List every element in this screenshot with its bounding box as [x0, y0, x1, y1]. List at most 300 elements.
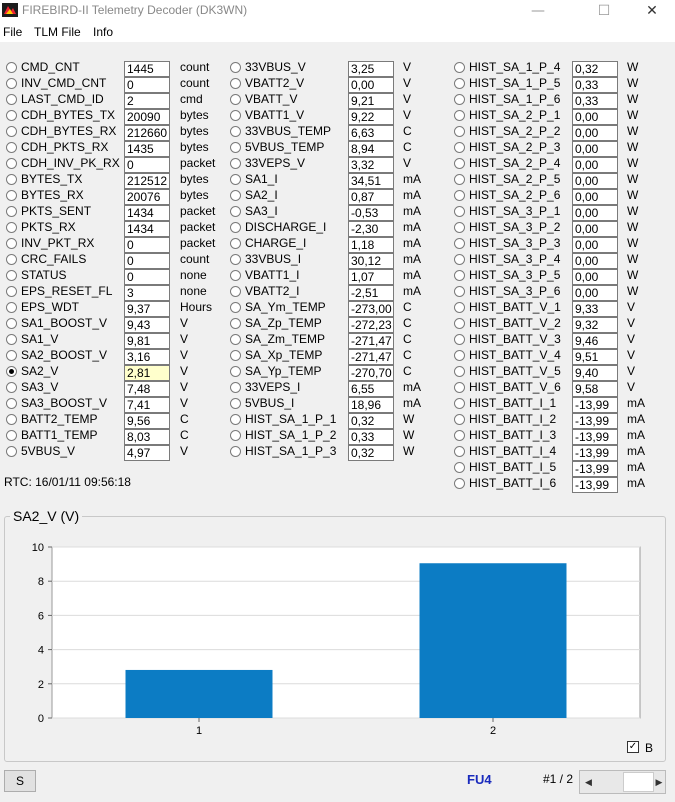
unit-bytes-tx: bytes — [180, 172, 209, 186]
radio-5vbus-i[interactable] — [230, 398, 241, 409]
radio-sa2-v[interactable] — [6, 366, 17, 377]
value-hist-batt-v-5: 9,40 — [572, 365, 618, 381]
app-icon — [2, 3, 18, 17]
radio-eps-reset-fl[interactable] — [6, 286, 17, 297]
radio-eps-wdt[interactable] — [6, 302, 17, 313]
label-hist-sa-1-p-2: HIST_SA_1_P_2 — [245, 428, 337, 442]
scroll-right-arrow-icon[interactable]: ▶ — [655, 777, 663, 787]
label-33vbus-v: 33VBUS_V — [245, 60, 306, 74]
radio-hist-sa-2-p-3[interactable] — [454, 142, 465, 153]
unit-eps-reset-fl: none — [180, 284, 207, 298]
radio-5vbus-v[interactable] — [6, 446, 17, 457]
label-eps-reset-fl: EPS_RESET_FL — [21, 284, 113, 298]
label-eps-wdt: EPS_WDT — [21, 300, 80, 314]
value-33vbus-i: 30,12 — [348, 253, 394, 269]
unit-cdh-bytes-rx: bytes — [180, 124, 209, 138]
value-sa-zp-temp: -272,23 — [348, 317, 394, 333]
label-sa2-boost-v: SA2_BOOST_V — [21, 348, 108, 362]
label-batt2-temp: BATT2_TEMP — [21, 412, 98, 426]
label-sa-zp-temp: SA_Zp_TEMP — [245, 316, 322, 330]
fu4-label: FU4 — [467, 772, 492, 787]
value-5vbus-i: 18,96 — [348, 397, 394, 413]
value-sa2-i: 0,87 — [348, 189, 394, 205]
radio-hist-sa-3-p-2[interactable] — [454, 222, 465, 233]
s-button[interactable]: S — [4, 770, 36, 792]
unit-sa2-boost-v: V — [180, 348, 189, 362]
unit-cmd-cnt: count — [180, 60, 210, 74]
value-pkts-sent: 1434 — [124, 205, 170, 221]
value-hist-sa-3-p-1: 0,00 — [572, 205, 618, 221]
value-33veps-i: 6,55 — [348, 381, 394, 397]
radio-hist-batt-i-6[interactable] — [454, 478, 465, 489]
value-hist-sa-1-p-3: 0,32 — [348, 445, 394, 461]
value-cdh-pkts-rx: 1435 — [124, 141, 170, 157]
radio-hist-sa-2-p-6[interactable] — [454, 190, 465, 201]
radio-hist-sa-1-p-5[interactable] — [454, 78, 465, 89]
unit-vbatt1-i: mA — [403, 268, 421, 282]
unit-33veps-i: mA — [403, 380, 421, 394]
label-hist-sa-1-p-4: HIST_SA_1_P_4 — [469, 60, 561, 74]
label-5vbus-i: 5VBUS_I — [245, 396, 295, 410]
radio-hist-batt-v-3[interactable] — [454, 334, 465, 345]
label-hist-batt-i-2: HIST_BATT_I_2 — [469, 412, 557, 426]
radio-sa-ym-temp[interactable] — [230, 302, 241, 313]
radio-33vbus-v[interactable] — [230, 62, 241, 73]
unit-vbatt2-i: mA — [403, 284, 421, 298]
radio-sa-yp-temp[interactable] — [230, 366, 241, 377]
menu-info[interactable]: Info — [93, 25, 114, 39]
radio-status[interactable] — [6, 270, 17, 281]
radio-bytes-rx[interactable] — [6, 190, 17, 201]
label-hist-sa-3-p-5: HIST_SA_3_P_5 — [469, 268, 561, 282]
value-sa1-i: 34,51 — [348, 173, 394, 189]
unit-33vbus-v: V — [403, 60, 412, 74]
unit-33veps-v: V — [403, 156, 412, 170]
value-vbatt1-i: 1,07 — [348, 269, 394, 285]
radio-hist-sa-3-p-3[interactable] — [454, 238, 465, 249]
radio-charge-i[interactable] — [230, 238, 241, 249]
title-bar — [0, 0, 675, 22]
value-inv-cmd-cnt: 0 — [124, 77, 170, 93]
radio-hist-batt-i-1[interactable] — [454, 398, 465, 409]
radio-vbatt2-i[interactable] — [230, 286, 241, 297]
b-checkbox[interactable]: ✓ — [628, 741, 638, 752]
close-button[interactable]: ✕ — [646, 3, 658, 19]
label-hist-batt-i-5: HIST_BATT_I_5 — [469, 460, 557, 474]
value-discharge-i: -2,30 — [348, 221, 394, 237]
radio-hist-batt-i-3[interactable] — [454, 430, 465, 441]
unit-hist-sa-1-p-5: W — [627, 76, 639, 90]
value-cdh-inv-pk-rx: 0 — [124, 157, 170, 173]
label-hist-batt-v-2: HIST_BATT_V_2 — [469, 316, 561, 330]
radio-sa1-i[interactable] — [230, 174, 241, 185]
radio-hist-batt-v-1[interactable] — [454, 302, 465, 313]
unit-cdh-inv-pk-rx: packet — [180, 156, 216, 170]
radio-sa1-v[interactable] — [6, 334, 17, 345]
label-cdh-inv-pk-rx: CDH_INV_PK_RX — [21, 156, 120, 170]
radio-5vbus-temp[interactable] — [230, 142, 241, 153]
value-bytes-tx: 212512 — [124, 173, 170, 189]
value-sa-yp-temp: -270,70 — [348, 365, 394, 381]
value-hist-sa-3-p-6: 0,00 — [572, 285, 618, 301]
unit-sa-zm-temp: C — [403, 332, 412, 346]
label-vbatt2-v: VBATT2_V — [245, 76, 305, 90]
label-hist-batt-i-6: HIST_BATT_I_6 — [469, 476, 557, 490]
label-hist-sa-2-p-5: HIST_SA_2_P_5 — [469, 172, 561, 186]
value-hist-sa-2-p-1: 0,00 — [572, 109, 618, 125]
label-hist-batt-v-4: HIST_BATT_V_4 — [469, 348, 561, 362]
radio-hist-batt-i-4[interactable] — [454, 446, 465, 457]
radio-hist-sa-1-p-2[interactable] — [230, 430, 241, 441]
unit-sa-ym-temp: C — [403, 300, 412, 314]
b-checkbox-label: B — [645, 741, 654, 755]
value-sa-ym-temp: -273,00 — [348, 301, 394, 317]
unit-batt2-temp: C — [180, 412, 189, 426]
unit-5vbus-i: mA — [403, 396, 421, 410]
radio-inv-pkt-rx[interactable] — [6, 238, 17, 249]
radio-batt2-temp[interactable] — [6, 414, 17, 425]
radio-hist-sa-2-p-5[interactable] — [454, 174, 465, 185]
radio-vbatt-v[interactable] — [230, 94, 241, 105]
bar — [126, 670, 273, 718]
radio-33veps-v[interactable] — [230, 158, 241, 169]
unit-sa3-i: mA — [403, 204, 421, 218]
label-cdh-bytes-tx: CDH_BYTES_TX — [21, 108, 116, 122]
label-5vbus-v: 5VBUS_V — [21, 444, 76, 458]
label-33veps-i: 33VEPS_I — [245, 380, 301, 394]
value-hist-batt-v-3: 9,46 — [572, 333, 618, 349]
value-hist-sa-1-p-2: 0,33 — [348, 429, 394, 445]
radio-cdh-bytes-tx[interactable] — [6, 110, 17, 121]
radio-hist-batt-i-2[interactable] — [454, 414, 465, 425]
unit-hist-batt-v-1: V — [627, 300, 636, 314]
unit-hist-batt-v-5: V — [627, 364, 636, 378]
radio-discharge-i[interactable] — [230, 222, 241, 233]
unit-hist-sa-2-p-2: W — [627, 124, 639, 138]
radio-sa1-boost-v[interactable] — [6, 318, 17, 329]
radio-sa3-boost-v[interactable] — [6, 398, 17, 409]
label-cdh-bytes-rx: CDH_BYTES_RX — [21, 124, 117, 138]
label-33veps-v: 33VEPS_V — [245, 156, 306, 170]
unit-sa3-boost-v: V — [180, 396, 189, 410]
radio-sa-zm-temp[interactable] — [230, 334, 241, 345]
radio-pkts-rx[interactable] — [6, 222, 17, 233]
value-hist-sa-3-p-3: 0,00 — [572, 237, 618, 253]
value-bytes-rx: 20076 — [124, 189, 170, 205]
label-sa3-i: SA3_I — [245, 204, 278, 218]
radio-hist-sa-2-p-1[interactable] — [454, 110, 465, 121]
unit-33vbus-i: mA — [403, 252, 421, 266]
label-hist-batt-i-3: HIST_BATT_I_3 — [469, 428, 557, 442]
value-hist-sa-1-p-6: 0,33 — [572, 93, 618, 109]
label-vbatt1-i: VBATT1_I — [245, 268, 300, 282]
unit-sa-zp-temp: C — [403, 316, 412, 330]
label-hist-batt-v-3: HIST_BATT_V_3 — [469, 332, 561, 346]
unit-cdh-pkts-rx: bytes — [180, 140, 209, 154]
label-batt1-temp: BATT1_TEMP — [21, 428, 98, 442]
value-33veps-v: 3,32 — [348, 157, 394, 173]
value-sa3-v: 7,48 — [124, 381, 170, 397]
value-hist-batt-i-4: -13,99 — [572, 445, 618, 461]
radio-hist-batt-v-2[interactable] — [454, 318, 465, 329]
label-hist-batt-v-6: HIST_BATT_V_6 — [469, 380, 561, 394]
radio-hist-sa-2-p-2[interactable] — [454, 126, 465, 137]
label-hist-sa-1-p-6: HIST_SA_1_P_6 — [469, 92, 561, 106]
unit-sa1-i: mA — [403, 172, 421, 186]
label-hist-batt-i-1: HIST_BATT_I_1 — [469, 396, 557, 410]
unit-sa1-boost-v: V — [180, 316, 189, 330]
menu-file[interactable]: File — [3, 25, 23, 39]
value-hist-batt-i-5: -13,99 — [572, 461, 618, 477]
value-hist-sa-2-p-3: 0,00 — [572, 141, 618, 157]
value-cdh-bytes-rx: 212660 — [124, 125, 170, 141]
value-33vbus-temp: 6,63 — [348, 125, 394, 141]
value-crc-fails: 0 — [124, 253, 170, 269]
label-hist-sa-2-p-6: HIST_SA_2_P_6 — [469, 188, 561, 202]
label-sa1-i: SA1_I — [245, 172, 278, 186]
radio-hist-sa-2-p-4[interactable] — [454, 158, 465, 169]
x-tick-label: 1 — [195, 725, 203, 737]
unit-sa3-v: V — [180, 380, 189, 394]
value-batt2-temp: 9,56 — [124, 413, 170, 429]
label-sa-yp-temp: SA_Yp_TEMP — [245, 364, 322, 378]
value-hist-sa-2-p-5: 0,00 — [572, 173, 618, 189]
unit-cdh-bytes-tx: bytes — [180, 108, 209, 122]
value-hist-batt-i-3: -13,99 — [572, 429, 618, 445]
label-hist-sa-3-p-1: HIST_SA_3_P_1 — [469, 204, 561, 218]
radio-hist-sa-1-p-3[interactable] — [230, 446, 241, 457]
value-vbatt-v: 9,21 — [348, 93, 394, 109]
unit-33vbus-temp: C — [403, 124, 412, 138]
value-hist-sa-1-p-5: 0,33 — [572, 77, 618, 93]
label-bytes-tx: BYTES_TX — [21, 172, 83, 186]
scroll-thumb[interactable] — [623, 772, 654, 792]
value-hist-sa-1-p-4: 0,32 — [572, 61, 618, 77]
value-hist-sa-3-p-4: 0,00 — [572, 253, 618, 269]
x-tick-label: 2 — [489, 725, 497, 737]
value-eps-wdt: 9,37 — [124, 301, 170, 317]
unit-vbatt1-v: V — [403, 108, 412, 122]
radio-hist-batt-v-5[interactable] — [454, 366, 465, 377]
label-cdh-pkts-rx: CDH_PKTS_RX — [21, 140, 109, 154]
radio-cmd-cnt[interactable] — [6, 62, 17, 73]
unit-hist-sa-3-p-6: W — [627, 284, 639, 298]
unit-sa2-v: V — [180, 364, 189, 378]
unit-hist-sa-3-p-4: W — [627, 252, 639, 266]
y-tick-label: 2 — [37, 678, 44, 691]
label-33vbus-temp: 33VBUS_TEMP — [245, 124, 332, 138]
unit-status: none — [180, 268, 207, 282]
radio-hist-batt-v-4[interactable] — [454, 350, 465, 361]
unit-charge-i: mA — [403, 236, 421, 250]
value-hist-sa-2-p-6: 0,00 — [572, 189, 618, 205]
radio-33vbus-temp[interactable] — [230, 126, 241, 137]
radio-hist-sa-3-p-5[interactable] — [454, 270, 465, 281]
unit-hist-batt-v-6: V — [627, 380, 636, 394]
radio-sa3-v[interactable] — [6, 382, 17, 393]
unit-hist-batt-i-6: mA — [627, 476, 645, 490]
value-last-cmd-id: 2 — [124, 93, 170, 109]
unit-last-cmd-id: cmd — [180, 92, 203, 106]
label-sa2-v: SA2_V — [21, 364, 59, 378]
label-vbatt2-i: VBATT2_I — [245, 284, 300, 298]
value-hist-sa-2-p-4: 0,00 — [572, 157, 618, 173]
unit-batt1-temp: C — [180, 428, 189, 442]
unit-5vbus-temp: C — [403, 140, 412, 154]
label-vbatt1-v: VBATT1_V — [245, 108, 305, 122]
value-pkts-rx: 1434 — [124, 221, 170, 237]
value-hist-batt-i-1: -13,99 — [572, 397, 618, 413]
radio-hist-sa-3-p-4[interactable] — [454, 254, 465, 265]
value-sa3-boost-v: 7,41 — [124, 397, 170, 413]
value-sa-zm-temp: -271,47 — [348, 333, 394, 349]
radio-last-cmd-id[interactable] — [6, 94, 17, 105]
unit-vbatt-v: V — [403, 92, 412, 106]
unit-hist-batt-v-3: V — [627, 332, 636, 346]
label-sa2-i: SA2_I — [245, 188, 278, 202]
minimize-button[interactable]: — — [531, 3, 545, 19]
value-hist-batt-v-4: 9,51 — [572, 349, 618, 365]
unit-pkts-sent: packet — [180, 204, 216, 218]
label-sa-xp-temp: SA_Xp_TEMP — [245, 348, 323, 362]
value-inv-pkt-rx: 0 — [124, 237, 170, 253]
value-5vbus-temp: 8,94 — [348, 141, 394, 157]
unit-hist-batt-i-2: mA — [627, 412, 645, 426]
radio-bytes-tx[interactable] — [6, 174, 17, 185]
value-hist-sa-3-p-2: 0,00 — [572, 221, 618, 237]
label-vbatt-v: VBATT_V — [245, 92, 298, 106]
page-indicator: #1 / 2 — [543, 772, 574, 786]
radio-cdh-pkts-rx[interactable] — [6, 142, 17, 153]
value-33vbus-v: 3,25 — [348, 61, 394, 77]
unit-hist-batt-i-5: mA — [627, 460, 645, 474]
label-inv-cmd-cnt: INV_CMD_CNT — [21, 76, 107, 90]
radio-hist-sa-3-p-6[interactable] — [454, 286, 465, 297]
radio-sa-xp-temp[interactable] — [230, 350, 241, 361]
radio-vbatt1-i[interactable] — [230, 270, 241, 281]
y-tick-label: 10 — [31, 542, 44, 554]
unit-sa2-i: mA — [403, 188, 421, 202]
radio-vbatt2-v[interactable] — [230, 78, 241, 89]
value-vbatt2-v: 0,00 — [348, 77, 394, 93]
radio-hist-sa-1-p-4[interactable] — [454, 62, 465, 73]
bar-chart — [0, 530, 670, 742]
radio-inv-cmd-cnt[interactable] — [6, 78, 17, 89]
value-sa-xp-temp: -271,47 — [348, 349, 394, 365]
unit-inv-pkt-rx: packet — [180, 236, 216, 250]
radio-vbatt1-v[interactable] — [230, 110, 241, 121]
unit-hist-batt-i-1: mA — [627, 396, 645, 410]
rtc-readout: RTC: 16/01/11 09:56:18 — [4, 475, 131, 489]
radio-hist-sa-1-p-1[interactable] — [230, 414, 241, 425]
menu-tlm-file[interactable]: TLM File — [34, 25, 81, 39]
value-sa1-boost-v: 9,43 — [124, 317, 170, 333]
label-sa-zm-temp: SA_Zm_TEMP — [245, 332, 326, 346]
radio-sa3-i[interactable] — [230, 206, 241, 217]
radio-cdh-inv-pk-rx[interactable] — [6, 158, 17, 169]
value-hist-sa-2-p-2: 0,00 — [572, 125, 618, 141]
page-scrollbar[interactable] — [579, 770, 666, 794]
unit-hist-sa-2-p-5: W — [627, 172, 639, 186]
label-crc-fails: CRC_FAILS — [21, 252, 87, 266]
bar — [420, 563, 567, 718]
value-vbatt1-v: 9,22 — [348, 109, 394, 125]
unit-pkts-rx: packet — [180, 220, 216, 234]
radio-hist-sa-1-p-6[interactable] — [454, 94, 465, 105]
value-hist-batt-i-2: -13,99 — [572, 413, 618, 429]
unit-hist-sa-2-p-6: W — [627, 188, 639, 202]
unit-discharge-i: mA — [403, 220, 421, 234]
window-title: FIREBIRD-II Telemetry Decoder (DK3WN) — [22, 3, 248, 17]
unit-5vbus-v: V — [180, 444, 189, 458]
radio-pkts-sent[interactable] — [6, 206, 17, 217]
y-tick-label: 8 — [37, 576, 44, 589]
maximize-button[interactable]: ☐ — [597, 3, 611, 19]
value-hist-batt-v-6: 9,58 — [572, 381, 618, 397]
menu-bar — [0, 22, 675, 42]
label-hist-batt-v-1: HIST_BATT_V_1 — [469, 300, 561, 314]
radio-sa-zp-temp[interactable] — [230, 318, 241, 329]
unit-hist-sa-1-p-2: W — [403, 428, 415, 442]
value-sa1-v: 9,81 — [124, 333, 170, 349]
value-cdh-bytes-tx: 20090 — [124, 109, 170, 125]
unit-hist-sa-1-p-1: W — [403, 412, 415, 426]
label-sa-ym-temp: SA_Ym_TEMP — [245, 300, 326, 314]
radio-hist-batt-i-5[interactable] — [454, 462, 465, 473]
label-hist-sa-2-p-2: HIST_SA_2_P_2 — [469, 124, 561, 138]
unit-hist-sa-2-p-4: W — [627, 156, 639, 170]
unit-sa1-v: V — [180, 332, 189, 346]
value-cmd-cnt: 1445 — [124, 61, 170, 77]
label-hist-sa-2-p-3: HIST_SA_2_P_3 — [469, 140, 561, 154]
label-pkts-rx: PKTS_RX — [21, 220, 76, 234]
unit-hist-sa-3-p-2: W — [627, 220, 639, 234]
scroll-left-arrow-icon[interactable]: ◀ — [585, 777, 592, 787]
radio-sa2-i[interactable] — [230, 190, 241, 201]
unit-hist-sa-1-p-4: W — [627, 60, 639, 74]
unit-hist-batt-v-4: V — [627, 348, 636, 362]
radio-cdh-bytes-rx[interactable] — [6, 126, 17, 137]
unit-hist-batt-v-2: V — [627, 316, 636, 330]
radio-hist-batt-v-6[interactable] — [454, 382, 465, 393]
radio-crc-fails[interactable] — [6, 254, 17, 265]
radio-33vbus-i[interactable] — [230, 254, 241, 265]
value-charge-i: 1,18 — [348, 237, 394, 253]
label-hist-sa-1-p-1: HIST_SA_1_P_1 — [245, 412, 337, 426]
label-pkts-sent: PKTS_SENT — [21, 204, 92, 218]
label-inv-pkt-rx: INV_PKT_RX — [21, 236, 95, 250]
unit-eps-wdt: Hours — [180, 300, 213, 314]
radio-sa2-boost-v[interactable] — [6, 350, 17, 361]
label-hist-batt-i-4: HIST_BATT_I_4 — [469, 444, 557, 458]
radio-33veps-i[interactable] — [230, 382, 241, 393]
radio-hist-sa-3-p-1[interactable] — [454, 206, 465, 217]
label-last-cmd-id: LAST_CMD_ID — [21, 92, 104, 106]
unit-hist-sa-1-p-6: W — [627, 92, 639, 106]
label-5vbus-temp: 5VBUS_TEMP — [245, 140, 325, 154]
label-sa3-v: SA3_V — [21, 380, 59, 394]
value-hist-batt-v-2: 9,32 — [572, 317, 618, 333]
radio-batt1-temp[interactable] — [6, 430, 17, 441]
unit-hist-sa-3-p-3: W — [627, 236, 639, 250]
chart-title: SA2_V (V) — [10, 508, 82, 524]
label-sa1-v: SA1_V — [21, 332, 59, 346]
label-33vbus-i: 33VBUS_I — [245, 252, 302, 266]
label-hist-batt-v-5: HIST_BATT_V_5 — [469, 364, 561, 378]
label-charge-i: CHARGE_I — [245, 236, 307, 250]
label-hist-sa-3-p-4: HIST_SA_3_P_4 — [469, 252, 561, 266]
y-tick-label: 4 — [37, 644, 44, 657]
